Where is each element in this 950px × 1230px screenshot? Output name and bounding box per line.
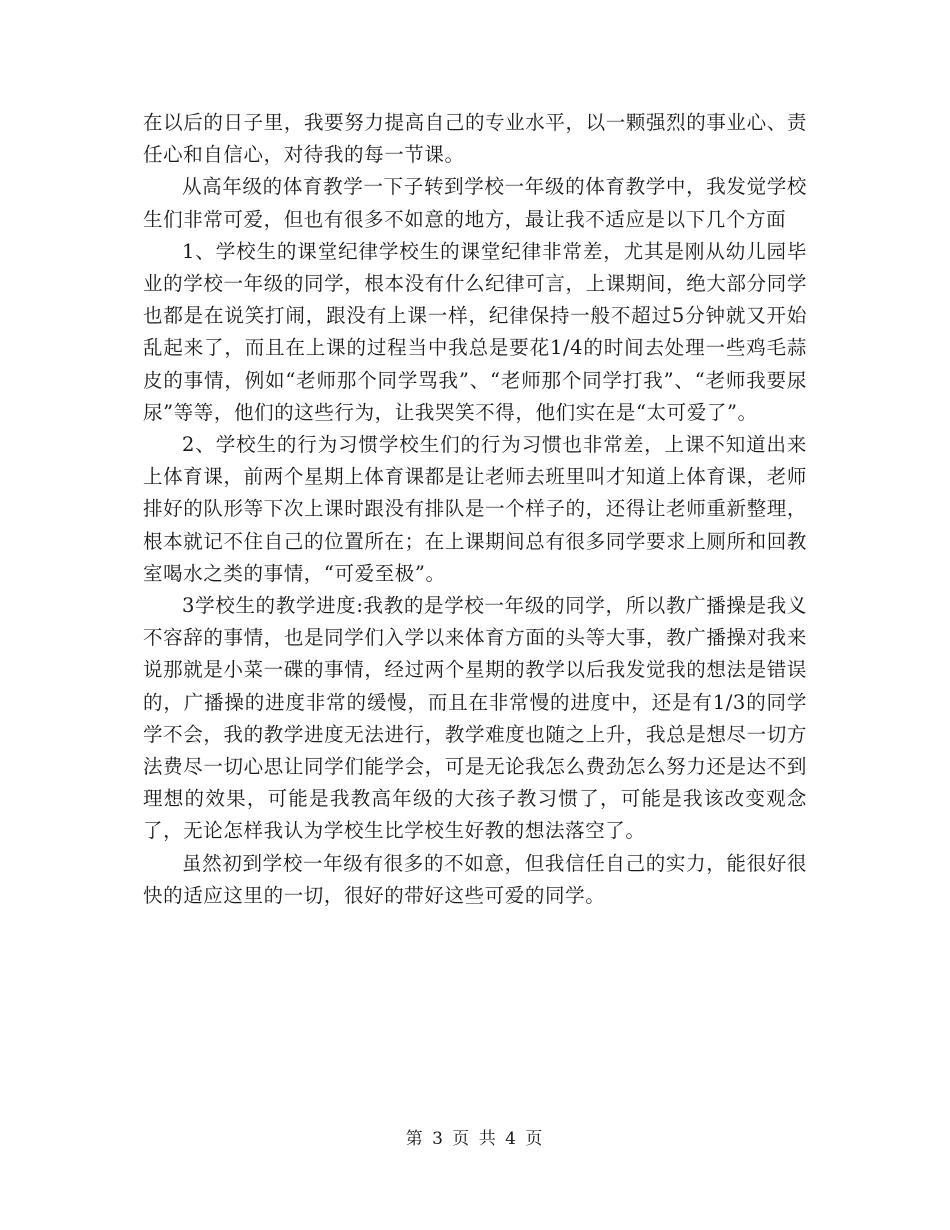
- paragraph-2: 从高年级的体育教学一下子转到学校一年级的体育教学中，我发觉学校生们非常可爱，但也有很多不如意的地方，最让我不适应是以下几个方面: [143, 175, 807, 231]
- paragraph-5: 3学校生的教学进度:我教的是学校一年级的同学，所以教广播操是我义不容辞的事情，也是同学们入学以来体育方面的头等大事，教广播操对我来说那就是小菜一碟的事情，经过两个星期的教学以后我发觉我的想法是错误的，广播操的进度非常的缓慢，而且在非常慢的进度中，还是有1/3的同学学不会，我的教学进度无法进行，教学难度也随之上升，我总是想尽一切方法费尽一切心思让同学们能学会，可是无论我怎么费劲怎么努力还是达不到理想的效果，可能是我教高年级的大孩子教习惯了，可能是我该改变观念了，无论怎样我认为学校生比学校生好教的想法落空了。: [143, 594, 807, 843]
- paragraph-1: 在以后的日子里，我要努力提高自己的专业水平，以一颗强烈的事业心、责任心和自信心，对待我的每一节课。: [143, 111, 807, 167]
- paragraph-6: 虽然初到学校一年级有很多的不如意，但我信任自己的实力，能很好很快的适应这里的一切，很好的带好这些可爱的同学。: [143, 851, 807, 907]
- document-body: [143, 107, 807, 912]
- page-number-footer: 第 3 页 共 4 页: [405, 1129, 545, 1149]
- paragraph-4: 2、学校生的行为习惯学校生们的行为习惯也非常差，上课不知道出来上体育课，前两个星期上体育课都是让老师去班里叫才知道上体育课，老师排好的队形等下次上课时跟没有排队是一个样子的，还得让老师重新整理，根本就记不住自己的位置所在；在上课期间总有很多同学要求上厕所和回教室喝水之类的事情，“可爱至极”。: [143, 433, 807, 585]
- paragraph-3: 1、学校生的课堂纪律学校生的课堂纪律非常差，尤其是刚从幼儿园毕业的学校一年级的同学，根本没有什么纪律可言，上课期间，绝大部分同学也都是在说笑打闹，跟没有上课一样，纪律保持一般不超过5分钟就又开始乱起来了，而且在上课的过程当中我总是要花1/4的时间去处理一些鸡毛蒜皮的事情，例如“老师那个同学骂我”、“老师那个同学打我”、“老师我要尿尿”等等，他们的这些行为，让我哭笑不得，他们实在是“太可爱了”。: [143, 239, 807, 424]
